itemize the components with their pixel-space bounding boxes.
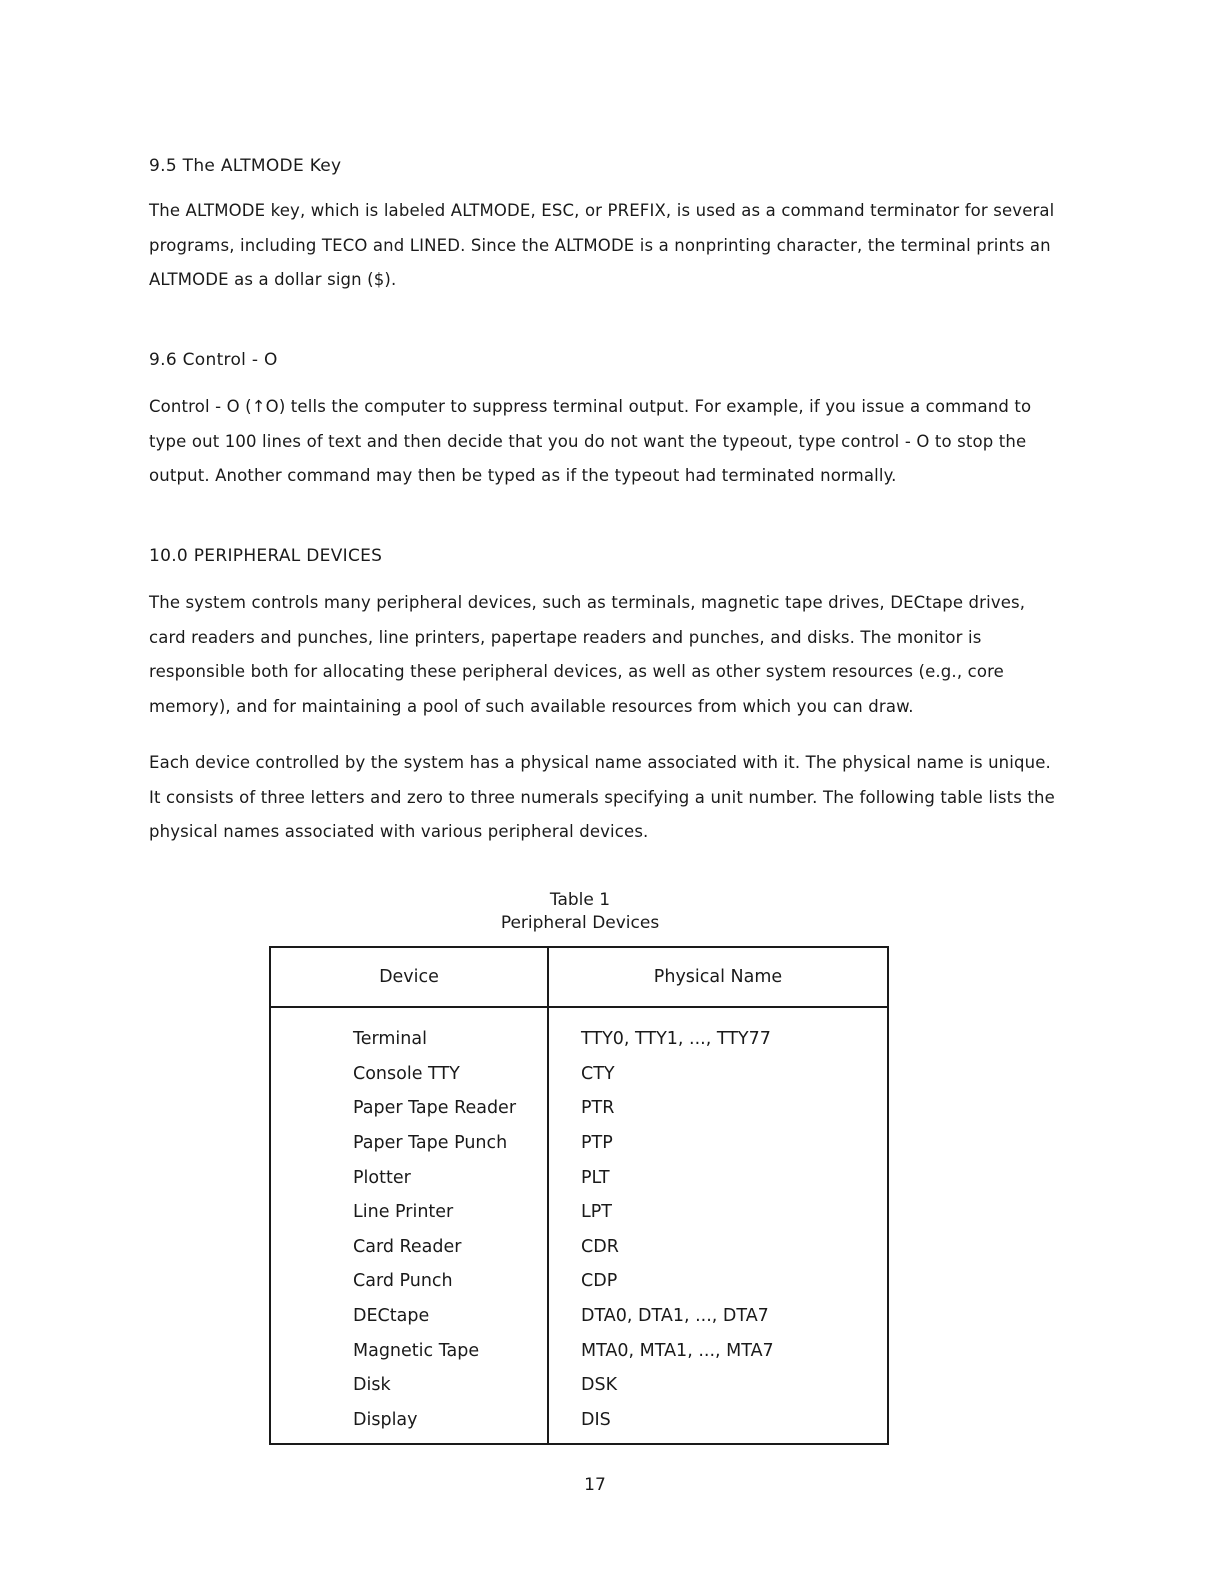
table-row (270, 1160, 888, 1195)
table-row (270, 1057, 888, 1092)
section-heading-9-5: 9.5 The ALTMODE Key (149, 156, 342, 176)
section-heading-9-6: 9.6 Control - O (149, 350, 278, 370)
column-header-device: Device (270, 947, 548, 1007)
section-body-10-0-para2: Each device controlled by the system has a physical name associated with it. The physical name is unique. It consists of three letters and zero to three numerals specifying a unit number. The following table lists the physical names associated with various peripheral devices. (149, 753, 1055, 841)
table-row (270, 1091, 888, 1126)
physical-name-cell: DTA0, DTA1, ..., DTA7 (581, 1306, 769, 1327)
section-body-9-5: The ALTMODE key, which is labeled ALTMODE, ESC, or PREFIX, is used as a command terminator for several programs, including TECO and LINED. Since the ALTMODE is a nonprinting character, the terminal prints an ALTMODE as a dollar sign ($). (149, 201, 1055, 289)
physical-name-cell: DSK (581, 1375, 618, 1396)
table-header-row (270, 947, 888, 1007)
table-caption-number: Table 1 (549, 890, 611, 910)
device-cell: Plotter (270, 1160, 548, 1195)
column-header-physical-name: Physical Name (548, 947, 888, 1007)
section-body-9-6: Control - O (↑O) tells the computer to suppress terminal output. For example, if you issue a command to type out 100 lines of text and then decide that you do not want the typeout, type control - O to stop the output. Another command may then be typed as if the typeout had terminated normally. (149, 397, 1032, 485)
physical-name-cell: TTY0, TTY1, ..., TTY77 (581, 1029, 771, 1050)
table-row (270, 1230, 888, 1265)
table-row (270, 1126, 888, 1161)
device-cell: Line Printer (270, 1195, 548, 1230)
device-cell: Display (270, 1403, 548, 1438)
table-row (270, 1333, 888, 1368)
device-cell: Card Reader (270, 1230, 548, 1265)
device-cell: Console TTY (270, 1057, 548, 1092)
physical-name-cell: LPT (581, 1202, 612, 1223)
table-spacer (270, 1437, 888, 1444)
device-cell: Paper Tape Reader (270, 1091, 548, 1126)
device-cell: Card Punch (270, 1264, 548, 1299)
physical-name-cell: PTR (581, 1098, 615, 1119)
section-heading-10-0: 10.0 PERIPHERAL DEVICES (149, 546, 383, 566)
section-body-10-0-para1: The system controls many peripheral devices, such as terminals, magnetic tape drives, DECtape drives, card readers and punches, line printers, papertape readers and punches, and disks. The monitor is responsible both for allocating these peripheral devices, as well as other system resources (e.g., core memory), and for maintaining a pool of such available resources from which you can draw. (149, 593, 1026, 716)
device-cell: Paper Tape Punch (270, 1126, 548, 1161)
device-cell: DECtape (270, 1299, 548, 1334)
physical-name-cell: CDR (581, 1236, 619, 1257)
device-cell: Disk (270, 1368, 548, 1403)
table-caption (270, 889, 890, 935)
table-row (270, 1403, 888, 1438)
physical-name-cell: MTA0, MTA1, ..., MTA7 (581, 1340, 774, 1361)
page-number: 17 (584, 1475, 606, 1495)
physical-name-cell: DIS (581, 1409, 611, 1430)
device-cell: Terminal (270, 1022, 548, 1057)
table-row (270, 1022, 888, 1057)
peripheral-devices-table (269, 946, 889, 1445)
physical-name-cell: CDP (581, 1271, 618, 1292)
table-row (270, 1195, 888, 1230)
table-row (270, 1264, 888, 1299)
table-caption-title: Peripheral Devices (500, 913, 660, 933)
table-row (270, 1368, 888, 1403)
device-cell: Magnetic Tape (270, 1333, 548, 1368)
physical-name-cell: CTY (581, 1063, 615, 1084)
table-spacer (270, 1007, 888, 1022)
physical-name-cell: PLT (581, 1167, 610, 1188)
table-row (270, 1299, 888, 1334)
physical-name-cell: PTP (581, 1133, 613, 1154)
